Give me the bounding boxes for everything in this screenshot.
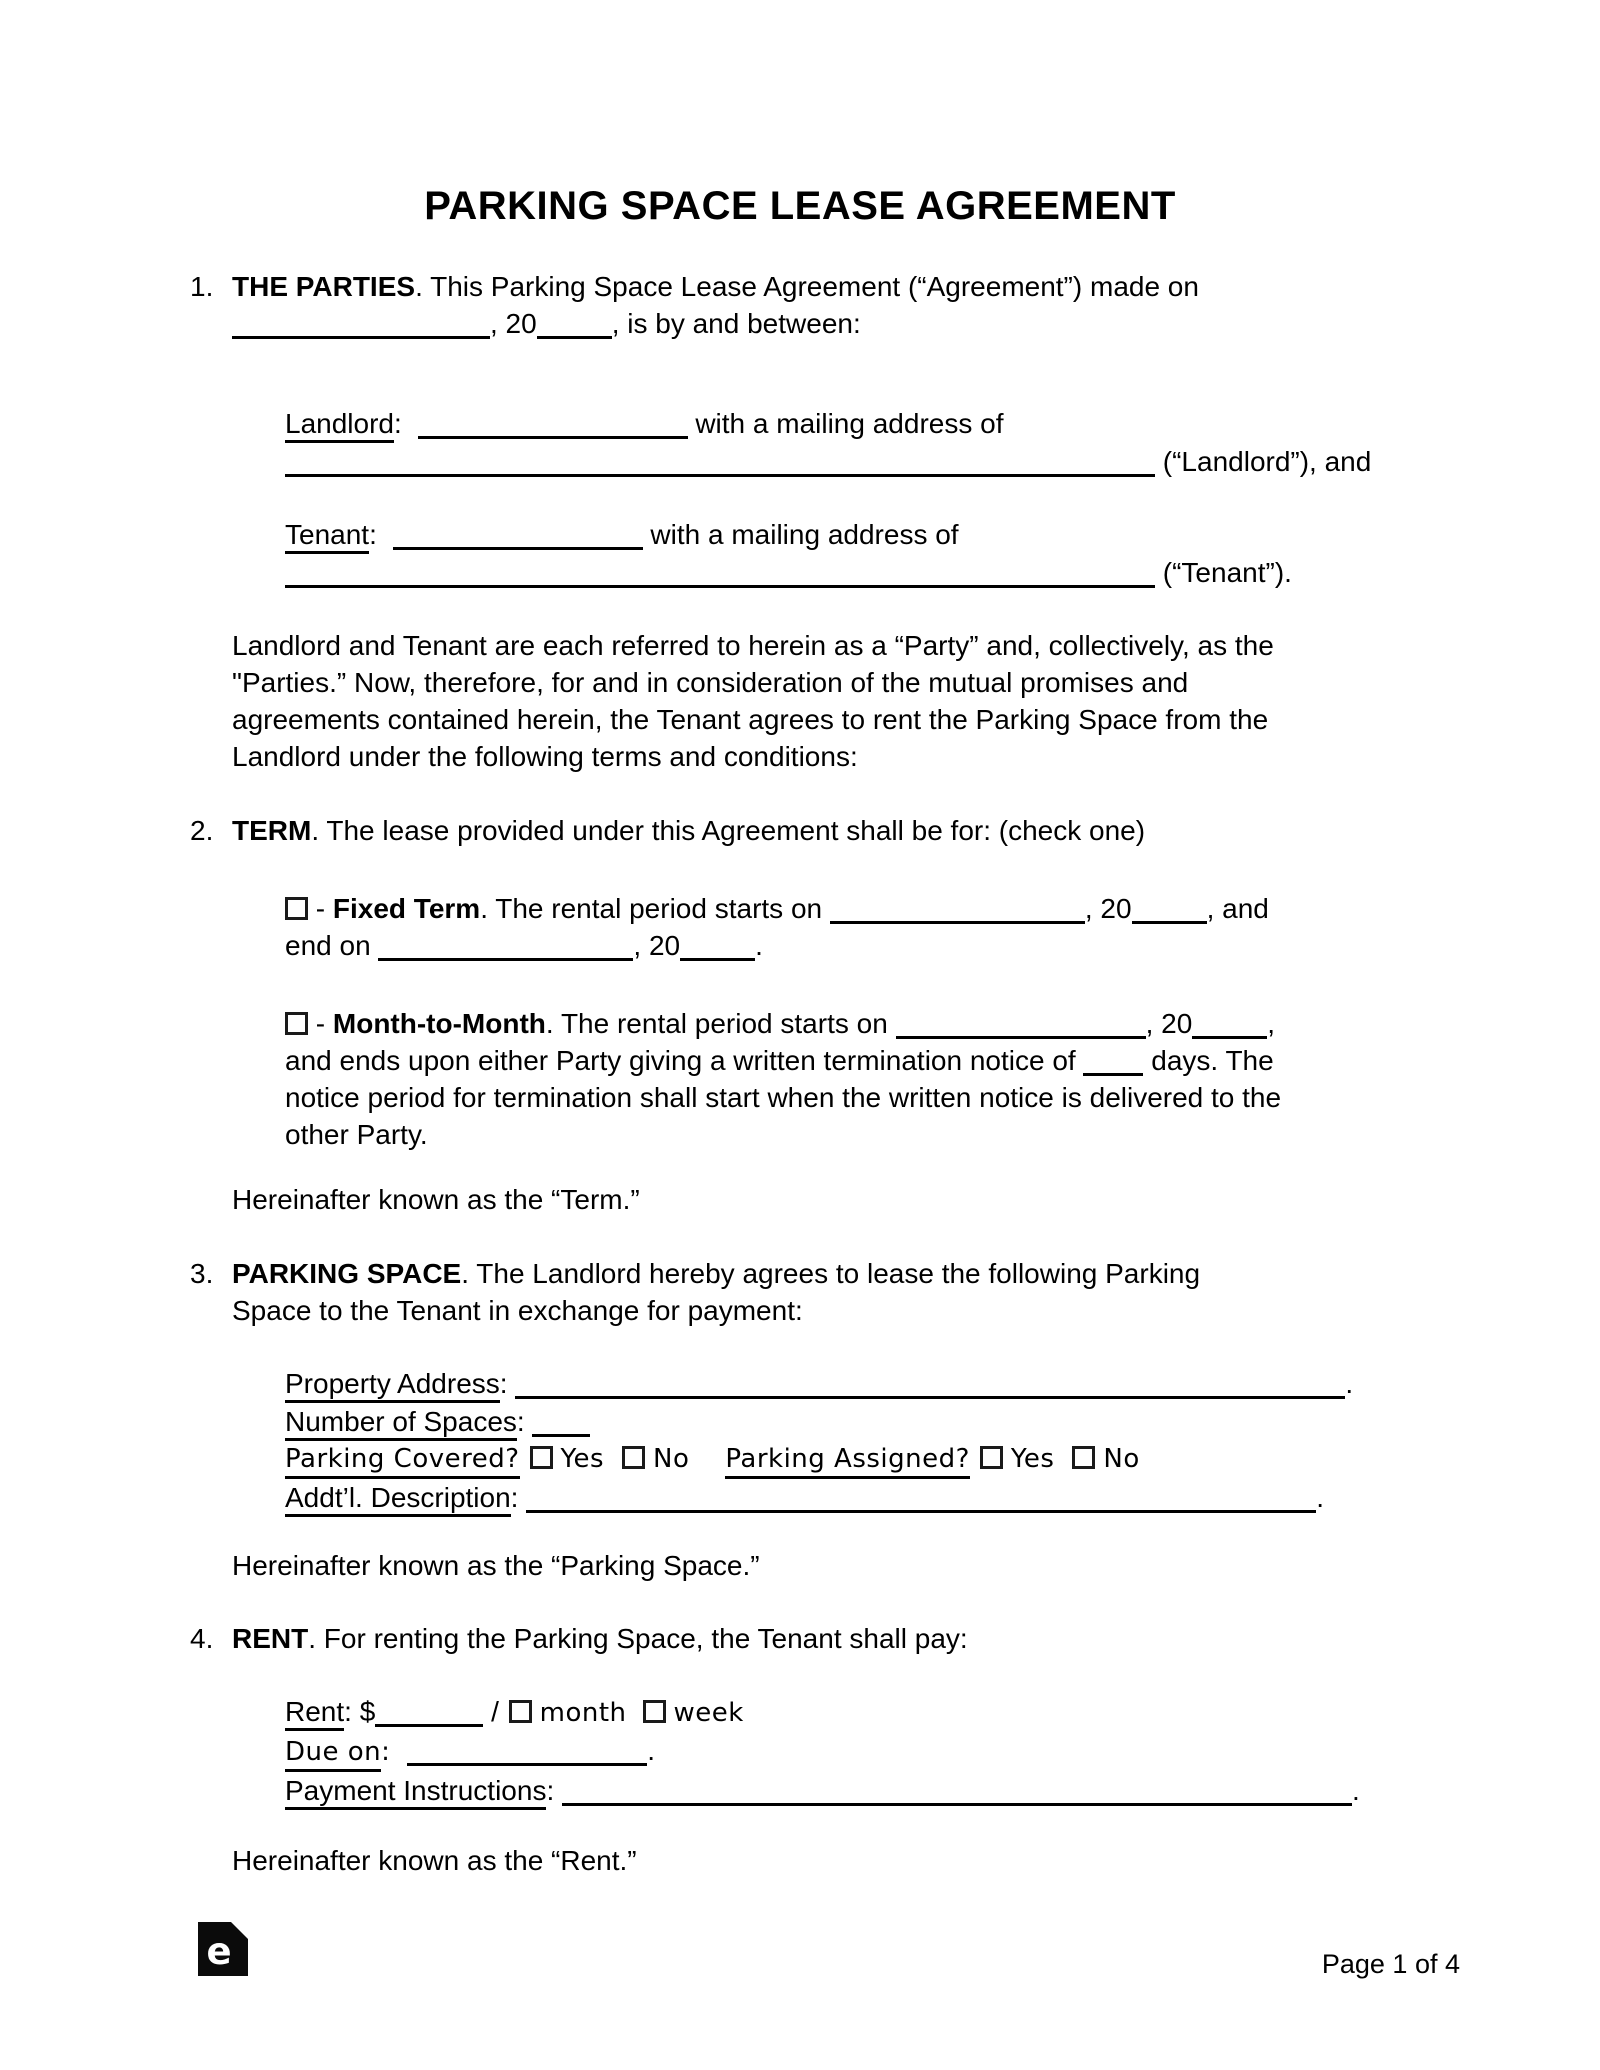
landlord-block	[285, 405, 1460, 480]
parties-date-line: , 20 , is by and between:	[232, 305, 1460, 342]
due-on-label: Due on	[285, 1736, 381, 1772]
landlord-label: Landlord	[285, 407, 394, 443]
addtl-description-blank[interactable]	[526, 1505, 1316, 1513]
payment-instructions-label: Payment Instructions	[285, 1774, 546, 1810]
tenant-label: Tenant	[285, 518, 369, 554]
rent-amount-line: Rent: $ / month week	[285, 1693, 1460, 1732]
payment-instructions-line: Payment Instructions: .	[285, 1772, 1460, 1810]
section-term	[190, 812, 1460, 1218]
fixed-term-label: Fixed Term	[332, 893, 481, 924]
logo-letter: e	[206, 1930, 232, 1973]
fixed-start-year-blank[interactable]	[1132, 916, 1207, 924]
due-on-blank[interactable]	[407, 1758, 647, 1766]
parking-covered-label: Parking Covered?	[285, 1443, 520, 1479]
rent-week-label: week	[673, 1698, 744, 1728]
fixed-end-year-blank[interactable]	[680, 953, 755, 961]
section-number: 1.	[190, 271, 214, 302]
payment-instructions-blank[interactable]	[562, 1798, 1352, 1806]
section-heading: THE PARTIES	[232, 271, 416, 302]
parking-intro-line-2: Space to the Tenant in exchange for payment:	[232, 1295, 803, 1326]
m2m-start-year-blank[interactable]	[1192, 1031, 1267, 1039]
rent-hereinafter: Hereinafter known as the “Rent.”	[232, 1845, 637, 1876]
addtl-description-line: Addt’l. Description: .	[285, 1479, 1460, 1517]
landlord-address-line: (“Landlord”), and	[285, 443, 1460, 480]
rent-fields	[285, 1693, 1460, 1810]
landlord-address-blank[interactable]	[285, 469, 1155, 477]
rent-label: Rent	[285, 1695, 344, 1731]
number-of-spaces-line: Number of Spaces:	[285, 1403, 1460, 1441]
term-intro-line: TERM. The lease provided under this Agreement shall be for: (check one)	[232, 815, 1146, 846]
assigned-yes-checkbox[interactable]	[980, 1446, 1003, 1469]
assigned-no-checkbox[interactable]	[1072, 1446, 1095, 1469]
tenant-address-blank[interactable]	[285, 580, 1155, 588]
month-to-month-option	[285, 1005, 1460, 1153]
month-to-month-checkbox[interactable]	[285, 1012, 308, 1035]
paragraph-line: "Parties.” Now, therefore, for and in consideration of the mutual promises and	[232, 667, 1189, 698]
section-heading: RENT	[232, 1623, 309, 1654]
m2m-line-3: notice period for termination shall start when the written notice is delivered to the	[285, 1082, 1282, 1113]
fixed-term-line-2: end on , 20 .	[285, 930, 763, 961]
covered-no-checkbox[interactable]	[622, 1446, 645, 1469]
m2m-line-2: and ends upon either Party giving a written termination notice of days. The	[285, 1045, 1274, 1076]
m2m-line-1: - Month-to-Month. The rental period starts on , 20 ,	[285, 1005, 1460, 1042]
number-of-spaces-blank[interactable]	[532, 1429, 590, 1437]
section-parking-space	[190, 1255, 1460, 1584]
landlord-name-line: Landlord: with a mailing address of	[285, 405, 1460, 443]
fixed-term-checkbox[interactable]	[285, 897, 308, 920]
section-number: 4.	[190, 1623, 214, 1654]
paragraph-line: Landlord and Tenant are each referred to herein as a “Party” and, collectively, as the	[232, 630, 1274, 661]
parking-assigned-label: Parking Assigned?	[725, 1443, 970, 1479]
rent-month-checkbox[interactable]	[509, 1700, 532, 1723]
agreement-year-blank[interactable]	[537, 331, 612, 339]
document-content	[190, 268, 1460, 1879]
property-address-line: Property Address: .	[285, 1365, 1460, 1403]
eforms-logo	[198, 1922, 248, 1976]
paragraph-line: Landlord under the following terms and conditions:	[232, 741, 858, 772]
agreement-date-blank[interactable]	[232, 331, 490, 339]
section-the-parties	[190, 268, 1460, 775]
tenant-address-line: (“Tenant”).	[285, 554, 1460, 591]
tenant-name-line: Tenant: with a mailing address of	[285, 516, 1460, 554]
section-heading: TERM	[232, 815, 312, 846]
property-address-blank[interactable]	[515, 1391, 1345, 1399]
parking-hereinafter: Hereinafter known as the “Parking Space.”	[232, 1550, 760, 1581]
covered-assigned-line: Parking Covered? Yes No Parking Assigned? Yes No	[285, 1441, 1460, 1479]
parties-paragraph	[232, 627, 1460, 775]
fixed-start-date-blank[interactable]	[830, 916, 1085, 924]
m2m-notice-days-blank[interactable]	[1083, 1068, 1143, 1076]
number-of-spaces-label: Number of Spaces	[285, 1405, 517, 1441]
fixed-term-line-1: - Fixed Term. The rental period starts on , 20 , and	[285, 890, 1460, 927]
addtl-description-label: Addt’l. Description	[285, 1481, 511, 1517]
folded-corner	[231, 1922, 248, 1939]
paragraph-line: agreements contained herein, the Tenant agrees to rent the Parking Space from the	[232, 704, 1269, 735]
covered-yes-checkbox[interactable]	[530, 1446, 553, 1469]
term-hereinafter: Hereinafter known as the “Term.”	[232, 1184, 640, 1215]
section-heading: PARKING SPACE	[232, 1258, 462, 1289]
fixed-end-date-blank[interactable]	[378, 953, 633, 961]
parking-fields	[285, 1365, 1460, 1517]
section-rent	[190, 1620, 1460, 1879]
month-to-month-label: Month-to-Month	[332, 1008, 546, 1039]
m2m-line-4: other Party.	[285, 1119, 428, 1150]
parties-intro-line: THE PARTIES. This Parking Space Lease Agreement (“Agreement”) made on	[232, 271, 1199, 302]
tenant-name-blank[interactable]	[393, 542, 643, 550]
m2m-start-date-blank[interactable]	[896, 1031, 1146, 1039]
section-number: 2.	[190, 815, 214, 846]
document-title: PARKING SPACE LEASE AGREEMENT	[424, 184, 1176, 228]
tenant-block	[285, 516, 1460, 591]
rent-amount-blank[interactable]	[375, 1719, 483, 1727]
page-indicator: Page 1 of 4	[1321, 1949, 1460, 1979]
fixed-term-option	[285, 890, 1460, 964]
rent-month-label: month	[539, 1698, 627, 1728]
section-number: 3.	[190, 1258, 214, 1289]
rent-week-checkbox[interactable]	[643, 1700, 666, 1723]
due-on-line: Due on: .	[285, 1732, 1460, 1772]
parking-intro-line-1: PARKING SPACE. The Landlord hereby agrees to lease the following Parking	[232, 1258, 1201, 1289]
property-address-label: Property Address	[285, 1367, 500, 1403]
rent-intro-line: RENT. For renting the Parking Space, the Tenant shall pay:	[232, 1623, 968, 1654]
landlord-name-blank[interactable]	[418, 431, 688, 439]
